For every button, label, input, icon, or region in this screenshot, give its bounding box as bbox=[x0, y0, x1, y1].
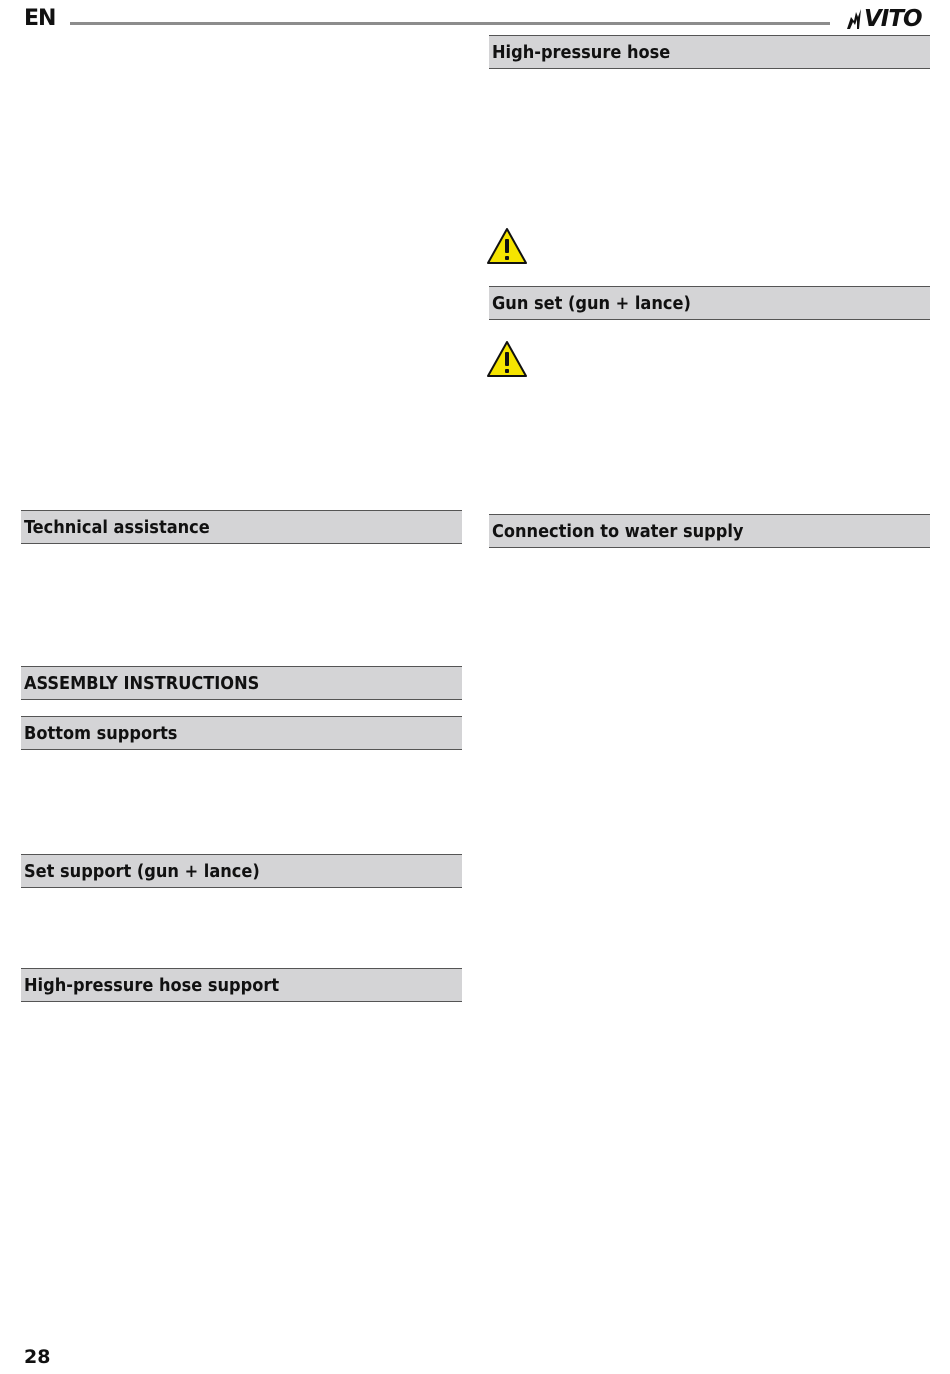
section-set-support: Set support (gun + lance) bbox=[21, 854, 462, 888]
section-high-pressure-hose: High-pressure hose bbox=[489, 35, 930, 69]
flame-logo-icon bbox=[845, 8, 863, 30]
section-technical-assistance: Technical assistance bbox=[21, 510, 462, 544]
header-rule bbox=[70, 22, 830, 25]
brand-logo bbox=[845, 6, 922, 32]
section-gun-set: Gun set (gun + lance) bbox=[489, 286, 930, 320]
warning-triangle-icon bbox=[486, 340, 528, 378]
section-water-supply: Connection to water supply bbox=[489, 514, 930, 548]
page-number: 28 bbox=[24, 1346, 51, 1368]
section-bottom-supports: Bottom supports bbox=[21, 716, 462, 750]
warning-triangle-icon bbox=[486, 227, 528, 265]
brand-name: VITO bbox=[864, 6, 922, 32]
section-hose-support: High-pressure hose support bbox=[21, 968, 462, 1002]
language-code: EN bbox=[24, 6, 56, 31]
section-assembly-instructions: ASSEMBLY INSTRUCTIONS bbox=[21, 666, 462, 700]
